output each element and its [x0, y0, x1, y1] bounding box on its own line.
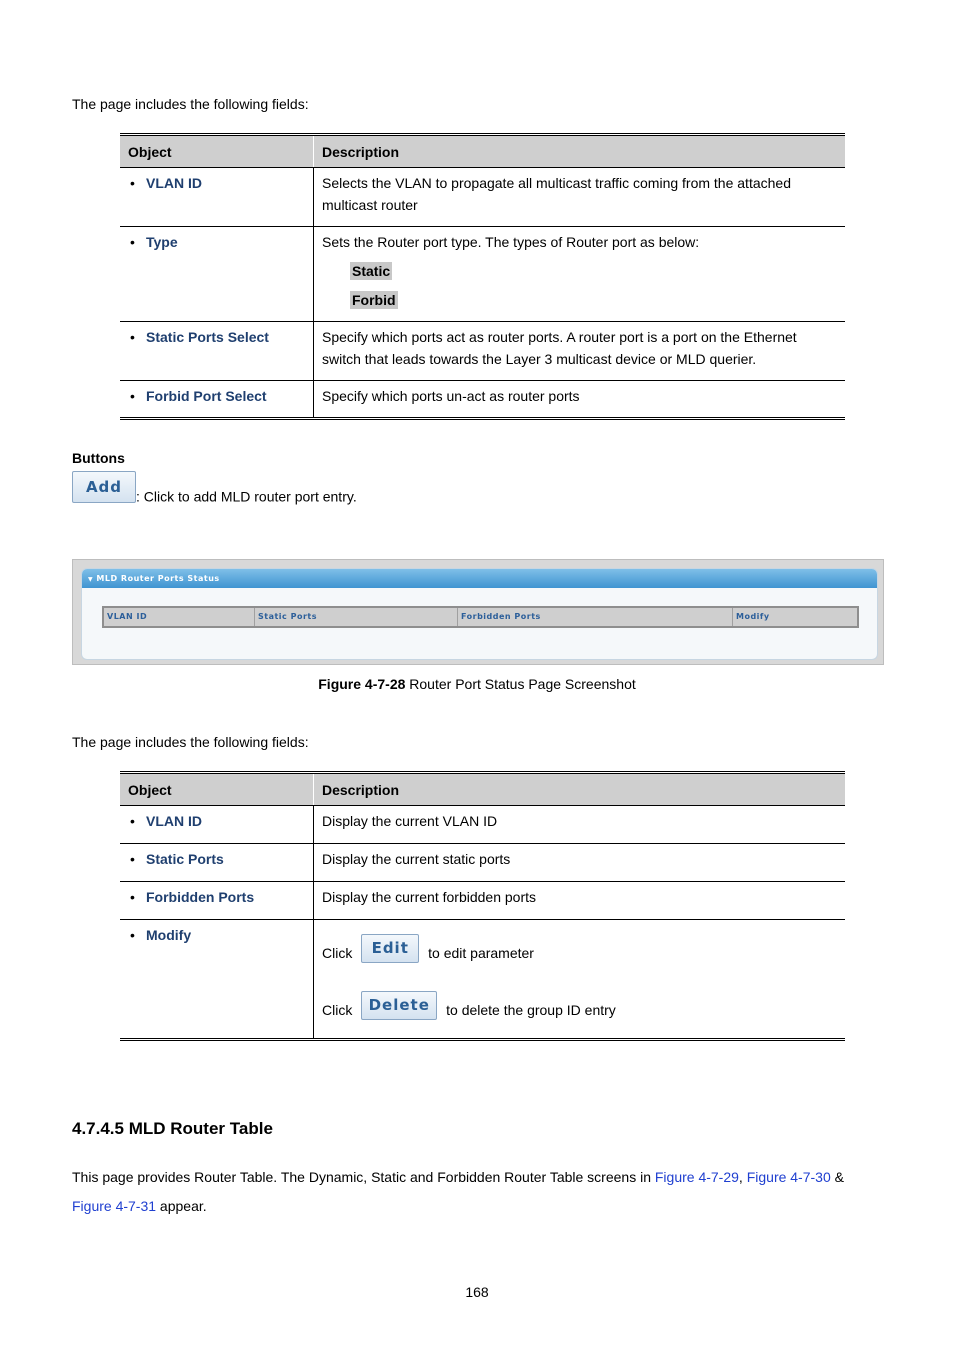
- column-modify: Modify: [736, 612, 770, 621]
- figure-link-4-7-31[interactable]: Figure 4-7-31: [72, 1198, 157, 1214]
- table-row: [120, 844, 845, 882]
- click-text: Click: [322, 1002, 353, 1019]
- router-port-status-screenshot: [72, 559, 884, 665]
- section-paragraph: [72, 1163, 882, 1221]
- object-modify: • Modify: [128, 926, 305, 944]
- object-vlan-id: • VLAN ID: [128, 174, 305, 192]
- intro-text: The page includes the following fields:: [72, 734, 309, 750]
- description-text: multicast router: [322, 197, 418, 213]
- figure-link-4-7-30[interactable]: Figure 4-7-30: [746, 1169, 831, 1185]
- delete-button[interactable]: Delete: [361, 991, 437, 1020]
- object-forbid-port-select: • Forbid Port Select: [128, 387, 305, 405]
- table-row: [120, 168, 845, 227]
- click-text: Click: [322, 945, 353, 962]
- header-description: Description: [314, 135, 846, 168]
- header-object: Object: [120, 135, 314, 168]
- panel-title: MLD Router Ports Status: [96, 574, 220, 583]
- object-static-ports-select: • Static Ports Select: [128, 328, 305, 346]
- description-text: Display the current VLAN ID: [322, 813, 498, 829]
- header-object: Object: [120, 773, 314, 806]
- description-text: Specify which ports un-act as router ports: [322, 388, 580, 404]
- paragraph-text: This page provides Router Table. The Dynamic, Static and Forbidden Router Table screens in: [72, 1169, 655, 1185]
- status-panel: [81, 568, 878, 660]
- table-row: [120, 806, 845, 844]
- table-row: [120, 920, 845, 1040]
- separator-text: &: [830, 1169, 844, 1185]
- table-row: [120, 381, 845, 419]
- table-row: [120, 882, 845, 920]
- description-text: switch that leads towards the Layer 3 multicast device or MLD querier.: [322, 351, 757, 367]
- column-static-ports: Static Ports: [255, 608, 458, 626]
- table-row: [120, 322, 845, 381]
- description-text: Display the current static ports: [322, 851, 511, 867]
- add-button-row: [72, 471, 357, 505]
- header-description: Description: [314, 773, 846, 806]
- object-type: • Type: [128, 233, 305, 251]
- column-vlan-id: VLAN ID: [104, 608, 255, 626]
- separator-text: ,: [738, 1169, 747, 1185]
- edit-button[interactable]: Edit: [361, 934, 419, 963]
- figure-label: Figure 4-7-28: [318, 676, 406, 692]
- object-vlan-id: • VLAN ID: [128, 812, 305, 830]
- delete-description: to delete the group ID entry: [446, 1002, 616, 1019]
- status-table-header: [102, 606, 859, 628]
- fields-table-1: [120, 133, 845, 420]
- add-button-description: : Click to add MLD router port entry.: [136, 488, 357, 505]
- object-static-ports: • Static Ports: [128, 850, 305, 868]
- panel-header[interactable]: [82, 569, 877, 588]
- object-forbidden-ports: • Forbidden Ports: [128, 888, 305, 906]
- figure-text: Router Port Status Page Screenshot: [405, 676, 636, 692]
- column-forbidden-ports: Forbidden Ports: [458, 608, 733, 626]
- figure-link-4-7-29[interactable]: Figure 4-7-29: [654, 1169, 739, 1185]
- table-row: [120, 227, 845, 322]
- edit-description: to edit parameter: [428, 945, 534, 962]
- edit-row: [322, 934, 837, 963]
- section-title: 4.7.4.5 MLD Router Table: [72, 1119, 273, 1138]
- description-text: Selects the VLAN to propagate all multicast traffic coming from the attached: [322, 175, 791, 191]
- description-text: Specify which ports act as router ports. A router port is a port on the Ethernet: [322, 329, 797, 345]
- collapse-triangle-icon: ▼: [88, 576, 94, 583]
- add-button[interactable]: Add: [72, 471, 136, 503]
- description-text: Sets the Router port type. The types of Router port as below:: [322, 234, 700, 250]
- intro-text: The page includes the following fields:: [72, 96, 309, 112]
- type-static-label: Static: [352, 263, 391, 279]
- paragraph-text: appear.: [156, 1198, 207, 1214]
- fields-table-2: [120, 771, 845, 1041]
- delete-row: [322, 991, 837, 1020]
- figure-caption: [0, 676, 954, 692]
- buttons-heading: Buttons: [72, 450, 125, 466]
- type-forbid-label: Forbid: [352, 292, 396, 308]
- description-text: Display the current forbidden ports: [322, 889, 536, 905]
- page-number: 168: [465, 1284, 489, 1300]
